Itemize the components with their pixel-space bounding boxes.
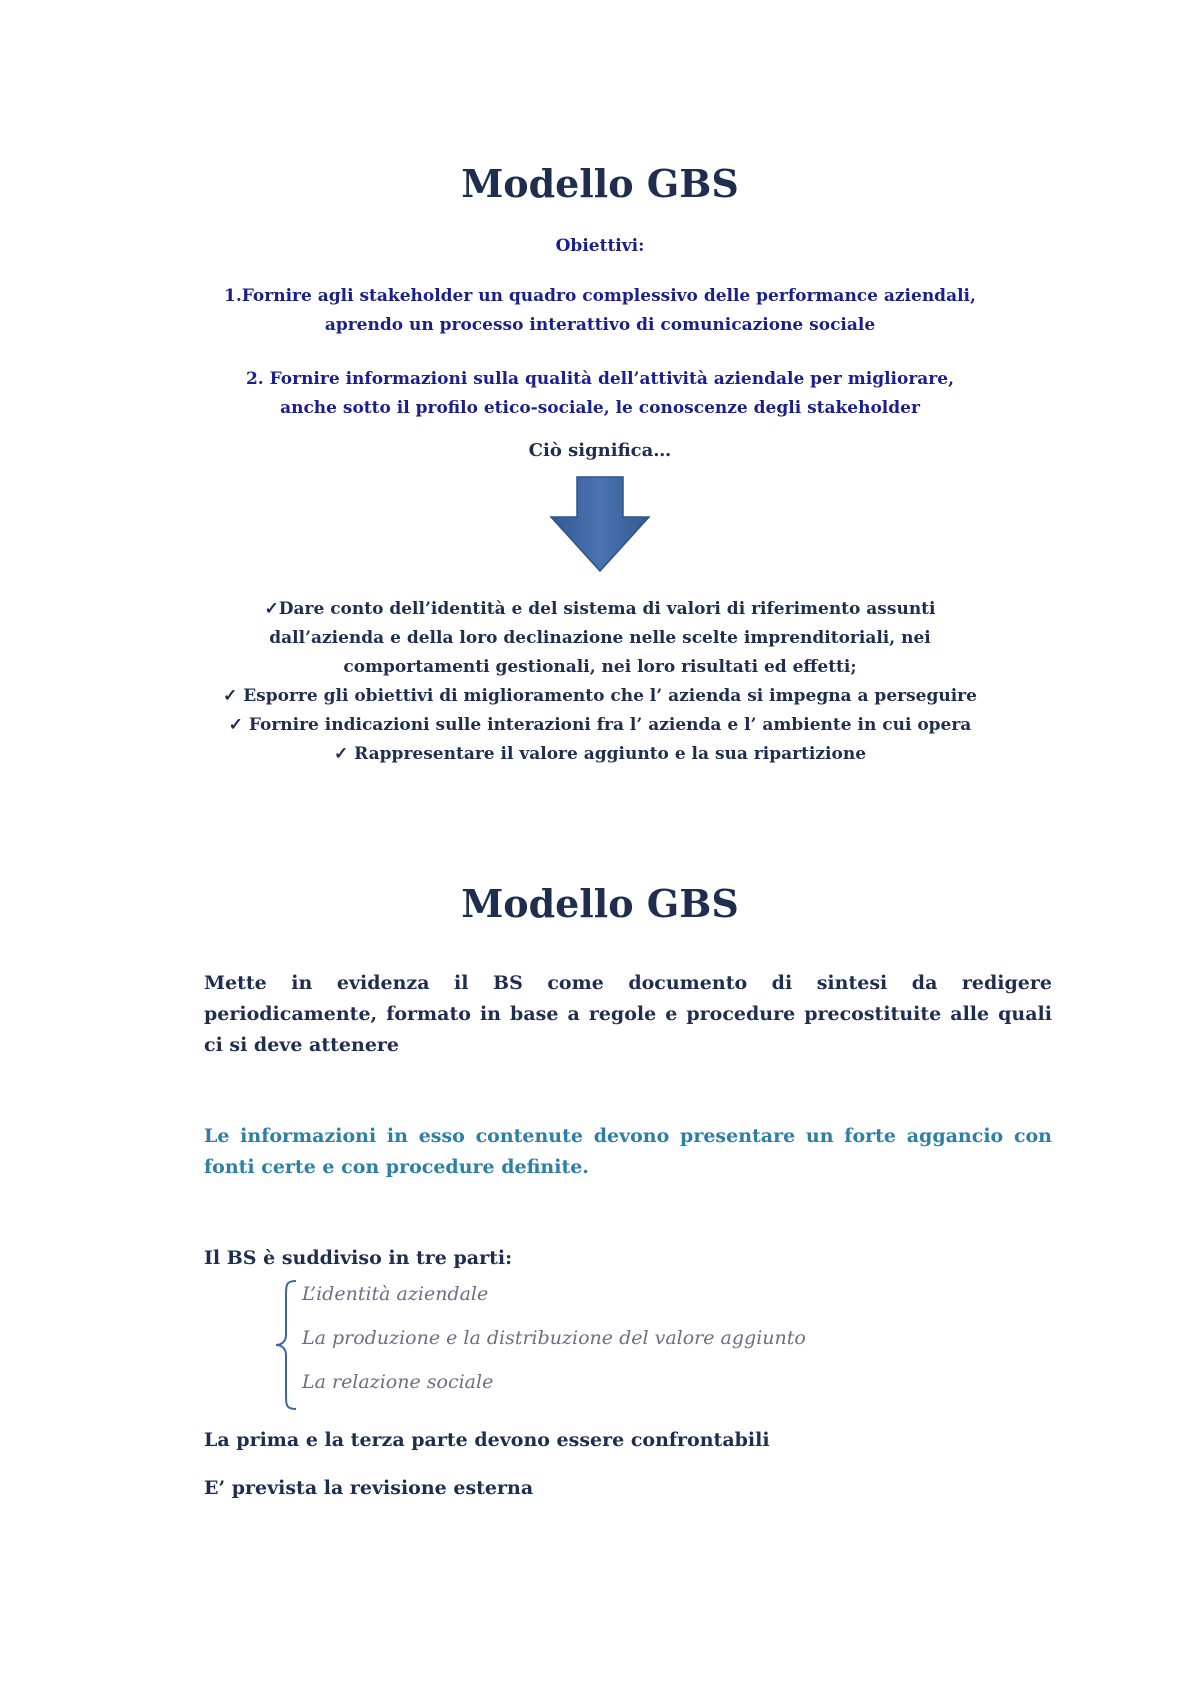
slide2-title: Modello GBS bbox=[461, 881, 739, 926]
parts-list bbox=[274, 1279, 1052, 1411]
check-icon: ✓ bbox=[228, 715, 243, 735]
objective-1: 1.Fornire agli stakeholder un quadro complessivo delle performance aziendali, aprendo un processo interattivo di comunicazione sociale bbox=[224, 286, 976, 335]
check-item: ✓ Fornire indicazioni sulle interazioni fra l’ azienda e l’ ambiente in cui opera bbox=[228, 715, 972, 735]
check-item: ✓ Rappresentare il valore aggiunto e la sua ripartizione bbox=[333, 744, 867, 764]
meaning-label: Ciò significa… bbox=[528, 440, 672, 461]
paragraph-1: Mette in evidenza il BS come documento di sintesi da redigere periodicamente, formato in base a regole e procedure precostituite alle quali ci si deve attenere bbox=[204, 972, 1052, 1056]
part-item: L’identità aziendale bbox=[302, 1283, 489, 1305]
down-arrow-icon bbox=[545, 475, 655, 573]
slide1-title: Modello GBS bbox=[461, 161, 739, 206]
check-icon: ✓ bbox=[264, 599, 279, 619]
slide-description bbox=[0, 880, 1200, 1503]
parts-label: Il BS è suddiviso in tre parti: bbox=[204, 1247, 513, 1269]
check-item: ✓Dare conto dell’identità e del sistema di valori di riferimento assunti dall’azienda e della loro declinazione nelle scelte imprenditoriali, nei comportamenti gestionali, nei loro risultati ed effetti; bbox=[264, 599, 936, 677]
final-statement-2: E’ prevista la revisione esterna bbox=[204, 1477, 534, 1499]
slide2-content bbox=[204, 968, 1052, 1503]
curly-brace-icon bbox=[274, 1279, 298, 1411]
check-icon: ✓ bbox=[333, 744, 349, 764]
check-icon: ✓ bbox=[223, 686, 238, 706]
arrow-container bbox=[0, 475, 1200, 573]
checklist bbox=[0, 595, 1200, 769]
paragraph-2: Le informazioni in esso contenute devono presentare un forte aggancio con fonti certe e con procedure definite. bbox=[204, 1125, 1052, 1178]
part-item: La produzione e la distribuzione del valore aggiunto bbox=[302, 1327, 806, 1349]
check-item: ✓ Esporre gli obiettivi di miglioramento che l’ azienda si impegna a perseguire bbox=[223, 686, 977, 706]
objective-2: 2. Fornire informazioni sulla qualità dell’attività aziendale per migliorare, anche sotto il profilo etico-sociale, le conoscenze degli stakeholder bbox=[245, 369, 955, 418]
objectives-label: Obiettivi: bbox=[555, 236, 645, 256]
final-statement-1: La prima e la terza parte devono essere confrontabili bbox=[204, 1429, 770, 1451]
slide-objectives bbox=[0, 160, 1200, 769]
part-item: La relazione sociale bbox=[302, 1371, 494, 1393]
